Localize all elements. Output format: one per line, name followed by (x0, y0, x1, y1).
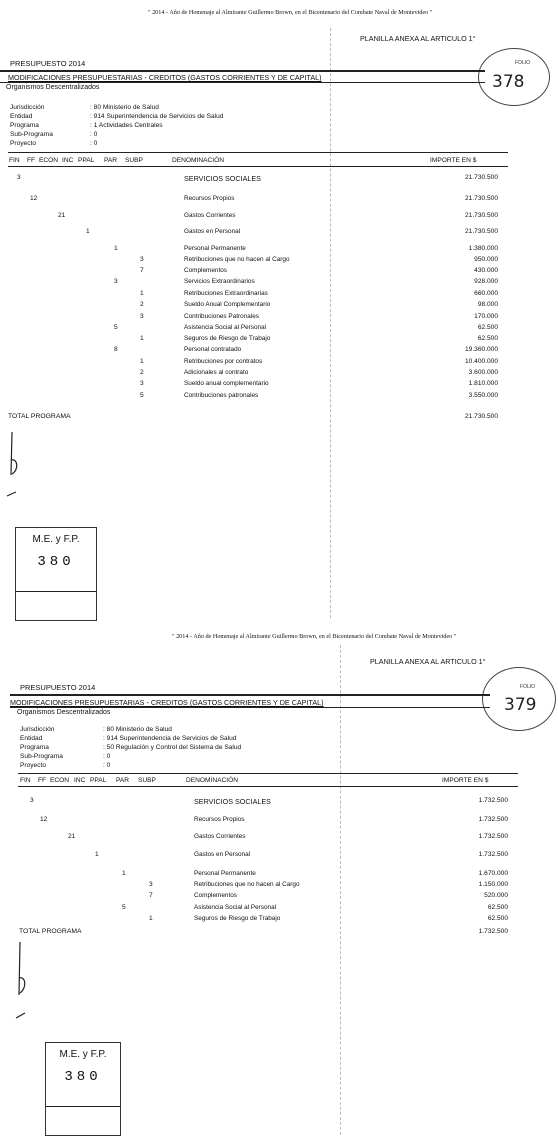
row-denominacion: Sueldo anual complementario (184, 380, 269, 387)
col-denominacion: DENOMINACIÓN (172, 157, 225, 164)
row-code: 1 (149, 915, 153, 922)
row-denominacion: Seguros de Riesgo de Trabajo (194, 915, 281, 922)
stamp-divider (16, 591, 96, 592)
planilla-title: PLANILLA ANEXA AL ARTICULO 1° (370, 657, 486, 666)
row-code: 1 (95, 851, 99, 858)
row-importe: 950.000 (474, 256, 498, 263)
row-denominacion: Adicionales al contrato (184, 369, 249, 376)
row-importe: 62.500 (487, 915, 508, 922)
col-ff: FF (27, 157, 36, 164)
row-denominacion: SERVICIOS SOCIALES (184, 174, 261, 183)
row-denominacion: Seguros de Riesgo de Trabajo (184, 335, 271, 342)
col-subp: SUBP (125, 157, 143, 164)
row-importe: 1.810.000 (468, 380, 498, 387)
row-importe: 1.732.500 (478, 833, 508, 840)
col-ppal: PPAL (90, 777, 107, 784)
meta-value-subprograma: : 0 (90, 131, 98, 138)
meta-value: 50 Regulación y Control del Sistema de Salud (106, 744, 242, 751)
row-importe: 3.600.000 (468, 369, 498, 376)
meta-value: 0 (93, 131, 98, 138)
total-amount: 1.732.500 (478, 928, 508, 935)
meta-label-jurisdiccion: Jurisdicción (10, 104, 45, 111)
col-ff: FF (38, 777, 47, 784)
row-denominacion: Gastos Corrientes (194, 833, 246, 840)
row-denominacion: Personal Permanente (194, 870, 256, 877)
row-denominacion: Gastos en Personal (194, 851, 251, 858)
row-denominacion: Gastos Corrientes (184, 212, 236, 219)
divider (18, 773, 518, 774)
col-par: PAR (116, 777, 130, 784)
meta-value: 0 (106, 762, 111, 769)
row-importe: 1.732.500 (478, 851, 508, 858)
signature-mark (12, 940, 32, 1020)
stamp-divider (46, 1106, 120, 1107)
col-fin: FIN (20, 777, 31, 784)
row-code: 8 (114, 346, 118, 353)
meta-value-jurisdiccion: : 80 Ministerio de Salud (103, 726, 172, 733)
row-importe: 21.730.500 (464, 212, 498, 219)
meta-value: 80 Ministerio de Salud (93, 104, 159, 111)
row-code: 3 (140, 313, 144, 320)
col-inc: INC (62, 157, 74, 164)
row-denominacion: Retribuciones Extraordinarias (184, 290, 268, 297)
row-importe: 928.000 (474, 278, 498, 285)
row-denominacion: Complementos (194, 892, 237, 899)
row-importe: 19.360.000 (464, 346, 498, 353)
meta-value-proyecto: : 0 (103, 762, 111, 769)
seal-folio-number: 379 (504, 695, 537, 715)
modificaciones-title: MODIFICACIONES PRESUPUESTARIAS - CREDITOS (GASTOS CORRIENTES Y DE CAPITAL) (10, 698, 324, 707)
col-par: PAR (104, 157, 118, 164)
meta-label-proyecto: Proyecto (10, 140, 37, 147)
row-code: 1 (114, 245, 118, 252)
row-code: 7 (149, 892, 153, 899)
row-importe: 21.730.500 (464, 228, 498, 235)
col-fin: FIN (9, 157, 20, 164)
row-code: 3 (114, 278, 118, 285)
divider (8, 152, 508, 153)
row-importe: 170.000 (474, 313, 498, 320)
row-denominacion: Personal Permanente (184, 245, 246, 252)
row-code: 3 (140, 256, 144, 263)
meta-label-jurisdiccion: Jurisdicción (20, 726, 55, 733)
row-denominacion: Asistencia Social al Personal (194, 904, 277, 911)
row-code: 2 (140, 301, 144, 308)
row-importe: 1.670.000 (478, 870, 508, 877)
meta-value-programa: : 1 Actividades Centrales (90, 122, 163, 129)
stamp (15, 527, 97, 621)
row-denominacion: Retribuciones que no hacen al Cargo (194, 881, 300, 888)
presupuesto-label: PRESUPUESTO 2014 (20, 683, 96, 692)
meta-value: 80 Ministerio de Salud (106, 726, 172, 733)
divider (0, 70, 485, 72)
row-code: 7 (140, 267, 144, 274)
row-code: 1 (140, 358, 144, 365)
col-ppal: PPAL (78, 157, 95, 164)
row-code: 3 (149, 881, 153, 888)
meta-value-programa: : 50 Regulación y Control del Sistema de Salud (103, 744, 242, 751)
row-denominacion: Gastos en Personal (184, 228, 241, 235)
divider (18, 786, 518, 787)
meta-value: 0 (93, 140, 98, 147)
divider (10, 707, 490, 708)
row-code: 2 (140, 369, 144, 376)
meta-value-proyecto: : 0 (90, 140, 98, 147)
row-importe: 62.500 (477, 335, 498, 342)
meta-value: 1 Actividades Centrales (93, 122, 163, 129)
row-importe: 660.000 (474, 290, 498, 297)
row-denominacion: Asistencia Social al Personal (184, 324, 267, 331)
meta-value: 914 Superintendencia de Servicios de Salud (93, 113, 224, 120)
row-importe: 1.380.000 (468, 245, 498, 252)
stamp-title: M.E. y F.P. (32, 534, 80, 545)
center-fold-mark (340, 645, 342, 1135)
meta-label-programa: Programa (10, 122, 39, 129)
stamp-number: 380 (64, 1069, 102, 1085)
organismos-label: Organismos Descentralizados (6, 84, 100, 91)
row-code: 12 (30, 195, 38, 202)
presupuesto-label: PRESUPUESTO 2014 (10, 59, 86, 68)
row-code: 1 (86, 228, 90, 235)
row-code: 21 (68, 833, 76, 840)
stamp-number: 380 (37, 554, 75, 570)
col-econ: ECON (50, 777, 70, 784)
row-denominacion: Recursos Propios (184, 195, 235, 202)
row-denominacion: Complementos (184, 267, 227, 274)
row-code: 21 (58, 212, 66, 219)
meta-value-subprograma: : 0 (103, 753, 111, 760)
row-importe: 1.150.000 (478, 881, 508, 888)
row-denominacion: Retribuciones que no hacen al Cargo (184, 256, 290, 263)
divider (0, 82, 485, 83)
meta-value-jurisdiccion: : 80 Ministerio de Salud (90, 104, 159, 111)
meta-label-subprograma: Sub-Programa (20, 753, 63, 760)
col-importe: IMPORTE EN $ (442, 777, 489, 784)
seal-folio-number: 378 (492, 72, 525, 92)
col-importe: IMPORTE EN $ (430, 157, 477, 164)
col-subp: SUBP (138, 777, 156, 784)
meta-value-entidad: : 914 Superintendencia de Servicios de Salud (103, 735, 237, 742)
meta-value: 914 Superintendencia de Servicios de Salud (106, 735, 237, 742)
row-code: 1 (140, 290, 144, 297)
divider (10, 694, 490, 696)
meta-label-entidad: Entidad (20, 735, 43, 742)
row-code: 5 (140, 392, 144, 399)
row-code: 1 (140, 335, 144, 342)
row-importe: 430.000 (474, 267, 498, 274)
meta-value-entidad: : 914 Superintendencia de Servicios de Salud (90, 113, 224, 120)
row-denominacion: Contribuciones patronales (184, 392, 259, 399)
row-code: 12 (40, 816, 48, 823)
header-quote: " 2014 - Año de Homenaje al Almirante Guillermo Brown, en el Bicentenario del Combate Naval de Montevideo " (172, 633, 457, 640)
col-econ: ECON (39, 157, 59, 164)
total-label: TOTAL PROGRAMA (19, 928, 82, 935)
row-code: 3 (140, 380, 144, 387)
seal-folio-label: FOLIO (520, 684, 536, 690)
center-fold-mark (330, 28, 332, 618)
row-importe: 62.500 (487, 904, 508, 911)
seal-folio-label: FOLIO (515, 60, 531, 66)
divider (8, 166, 508, 167)
row-denominacion: Servicios Extraordinarios (184, 278, 255, 285)
total-label: TOTAL PROGRAMA (8, 413, 71, 420)
row-denominacion: Sueldo Anual Complementario (184, 301, 271, 308)
col-denominacion: DENOMINACIÓN (186, 777, 239, 784)
row-importe: 10.400.000 (464, 358, 498, 365)
stamp-title: M.E. y F.P. (59, 1049, 107, 1060)
row-denominacion: Contribuciones Patronales (184, 313, 259, 320)
row-importe: 1.732.500 (478, 797, 508, 804)
row-denominacion: Retribuciones por contratos (184, 358, 263, 365)
meta-value: 0 (106, 753, 111, 760)
row-importe: 520.000 (484, 892, 508, 899)
row-importe: 21.730.500 (464, 174, 498, 181)
total-amount: 21.730.500 (464, 413, 498, 420)
row-denominacion: SERVICIOS SOCIALES (194, 797, 271, 806)
stamp (45, 1042, 121, 1136)
signature-mark (4, 430, 24, 500)
meta-label-proyecto: Proyecto (20, 762, 47, 769)
modificaciones-title: MODIFICACIONES PRESUPUESTARIAS - CREDITOS (GASTOS CORRIENTES Y DE CAPITAL) (8, 73, 322, 82)
meta-label-entidad: Entidad (10, 113, 33, 120)
row-denominacion: Recursos Propios (194, 816, 245, 823)
row-denominacion: Personal contratado (184, 346, 242, 353)
meta-label-subprograma: Sub-Programa (10, 131, 53, 138)
row-importe: 98.000 (477, 301, 498, 308)
col-inc: INC (74, 777, 86, 784)
planilla-title: PLANILLA ANEXA AL ARTICULO 1° (360, 34, 476, 43)
row-importe: 62.500 (477, 324, 498, 331)
row-code: 3 (30, 797, 34, 804)
row-code: 1 (122, 870, 126, 877)
row-importe: 1.732.500 (478, 816, 508, 823)
row-importe: 21.730.500 (464, 195, 498, 202)
row-code: 3 (17, 174, 21, 181)
page-2 (0, 625, 558, 1143)
meta-label-programa: Programa (20, 744, 49, 751)
organismos-label: Organismos Descentralizados (17, 709, 111, 716)
row-code: 5 (122, 904, 126, 911)
row-code: 5 (114, 324, 118, 331)
row-importe: 3.550.000 (468, 392, 498, 399)
header-quote: " 2014 - Año de Homenaje al Almirante Guillermo Brown, en el Bicentenario del Combate Naval de Montevideo " (148, 9, 433, 16)
